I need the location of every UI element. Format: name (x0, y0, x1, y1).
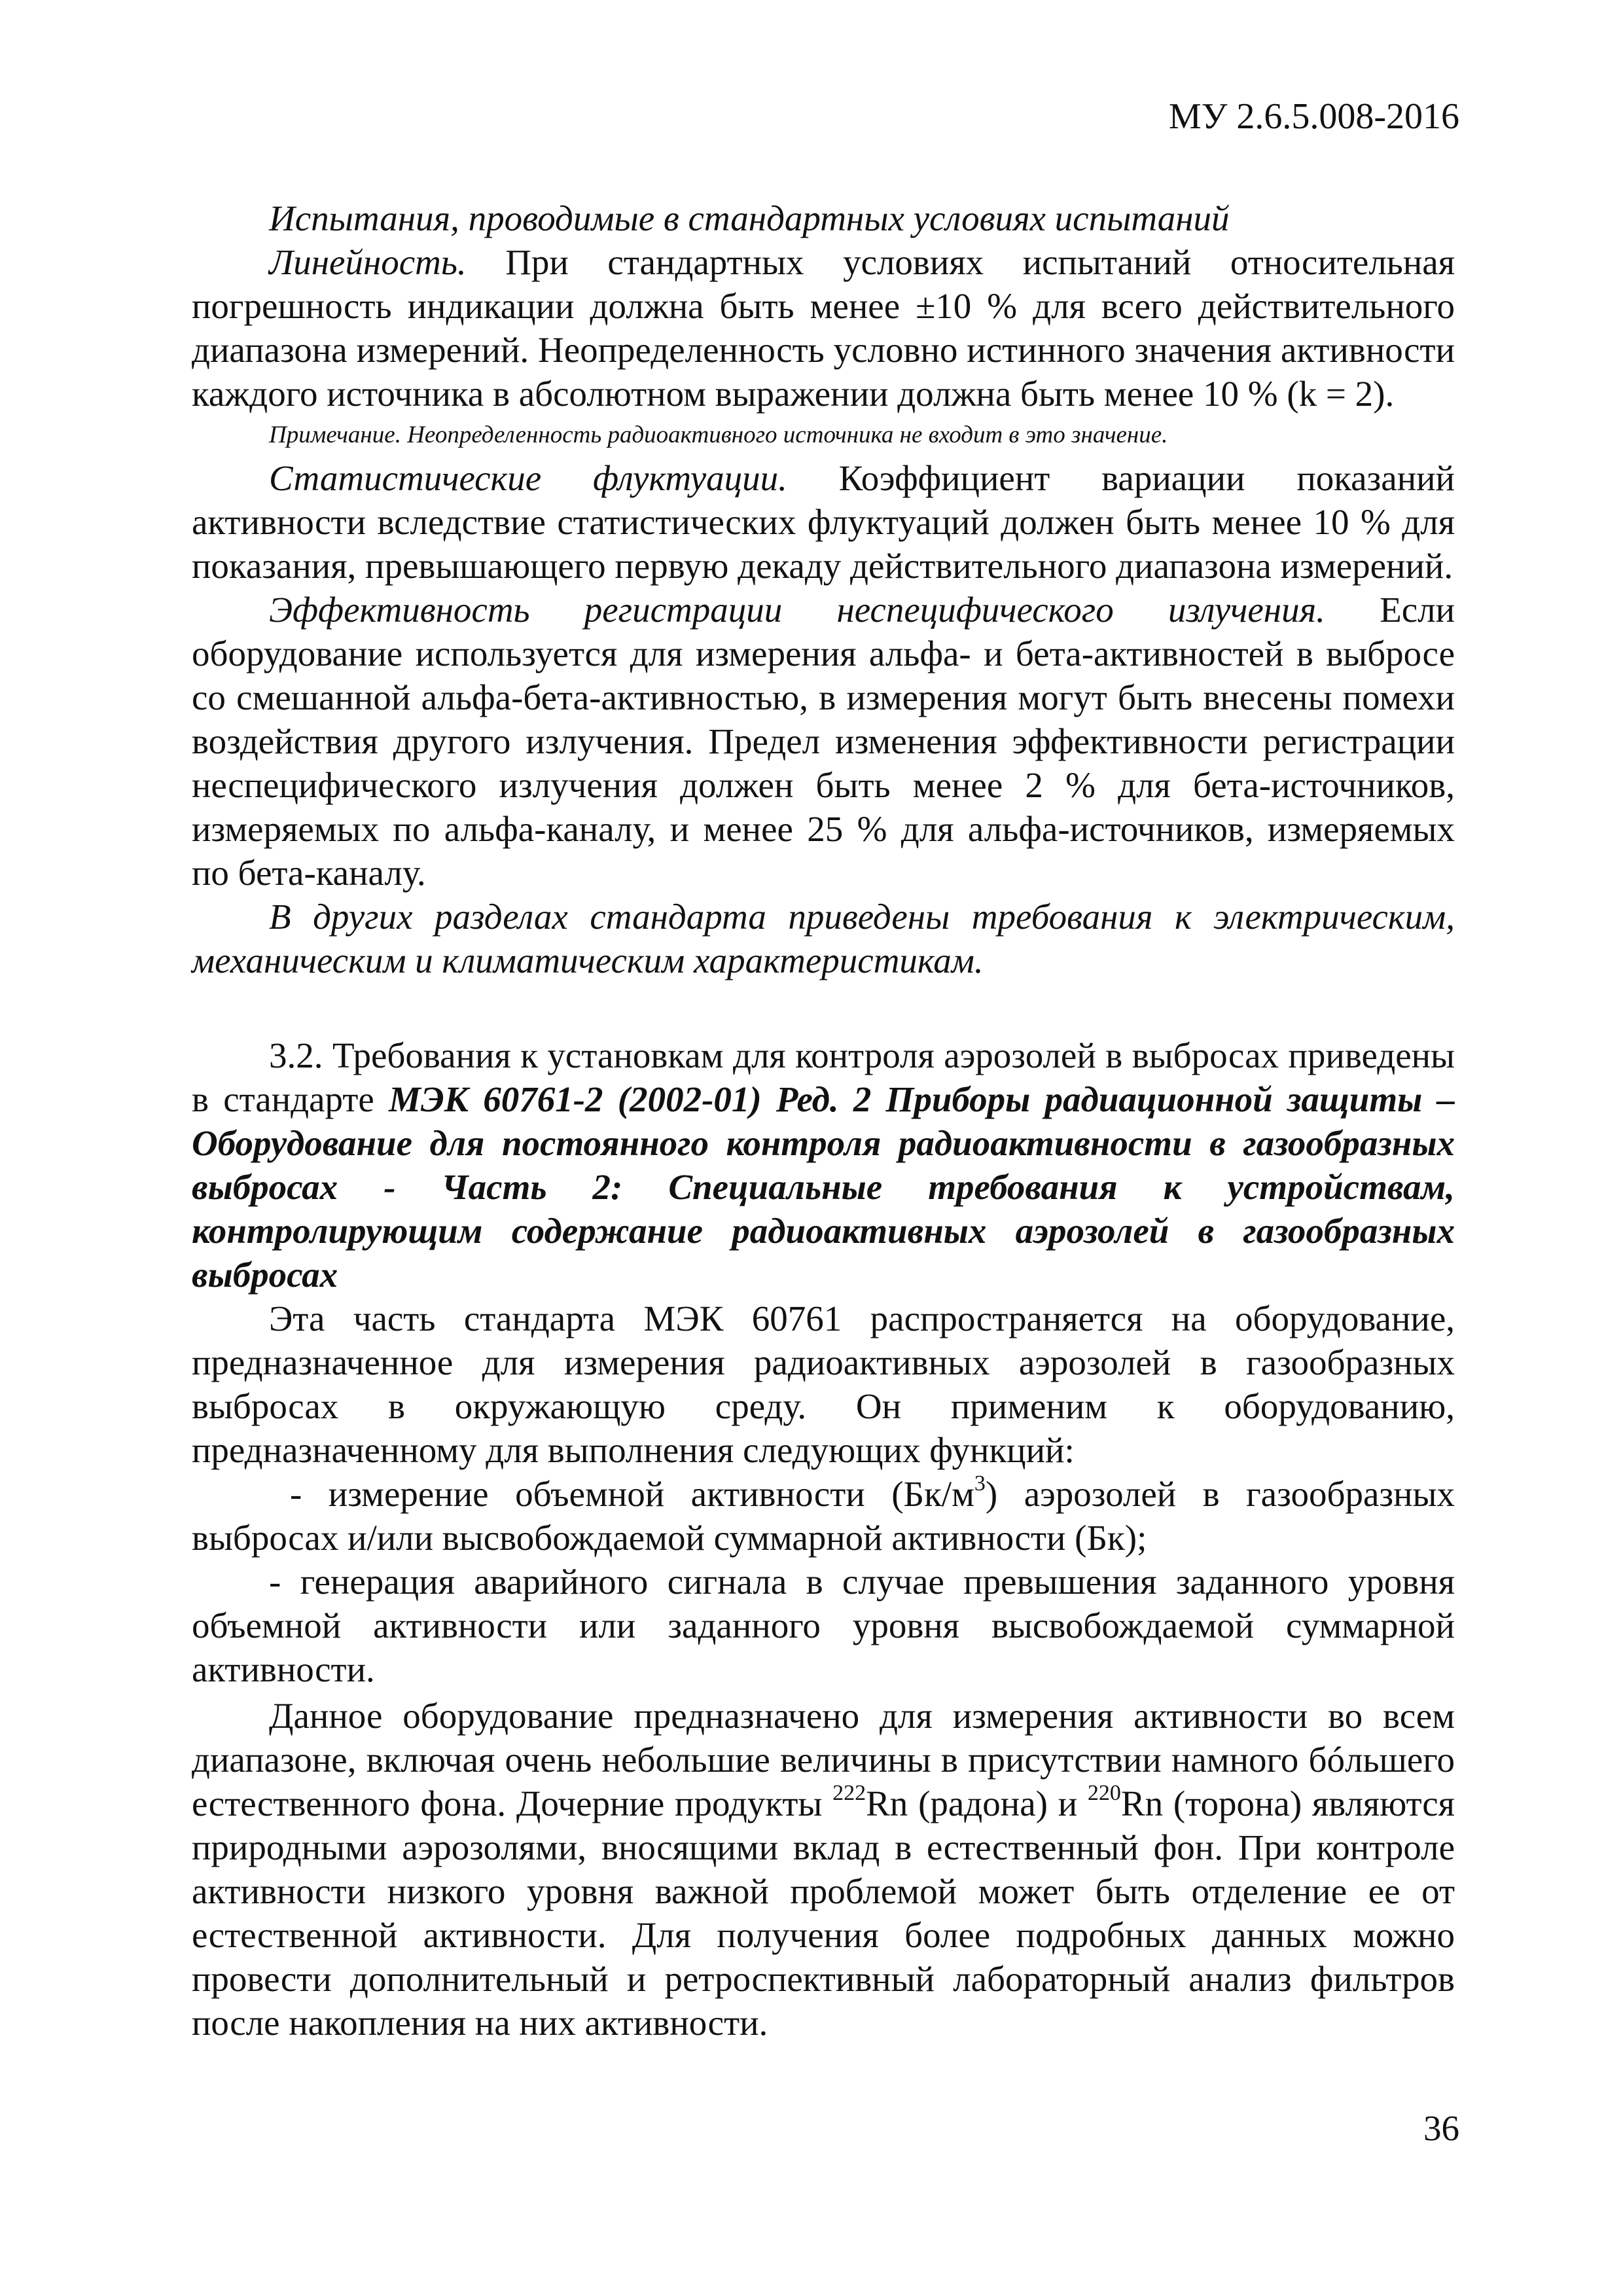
statistical-fluctuations-term: Статистические флуктуации. (269, 458, 787, 498)
linearity-paragraph (192, 240, 1455, 416)
standard-title: МЭК 60761-2 (2002-01) Ред. 2 Приборы радиационной защиты – Оборудование для постоянного контроля радиоактивности в газообразных выбросах - Часть 2: Специальные требования к устройствам, контролирующим содержание радиоактивных аэрозолей в газообразных выбросах (192, 1079, 1455, 1295)
equipment-text-part3: Rn (торона) являются природными аэрозолями, вносящими вклад в естественный фон. При контроле активности низкого уровня важной проблемой может быть отделение ее от естественной активности. Для получения более подробных данных можно провести дополнительный и ретроспективный лабораторный анализ фильтров после накопления на них активности. (192, 1784, 1455, 2043)
section-3-2-paragraph (192, 1033, 1455, 1297)
efficiency-term: Эффективность регистрации неспецифического излучения. (269, 590, 1325, 630)
function-item-measurement-text-before: - измерение объемной активности (Бк/м (290, 1474, 974, 1514)
test-conditions-heading: Испытания, проводимые в стандартных условиях испытаний (269, 198, 1230, 238)
cubic-superscript: 3 (974, 1471, 986, 1496)
equipment-text-part2: Rn (радона) и (866, 1784, 1088, 1823)
linearity-term: Линейность. (269, 242, 467, 282)
radon-isotope-superscript: 222 (832, 1781, 866, 1805)
function-item-alarm: - генерация аварийного сигнала в случае превышения заданного уровня объемной активности или заданного уровня высвобождаемой суммарной активности. (192, 1562, 1455, 1689)
section-spacer (192, 982, 1455, 1033)
efficiency-text: Если оборудование используется для измерения альфа- и бета-активностей в выбросе со смешанной альфа-бета-активностью, в измерения могут быть внесены помехи воздействия другого излучения. Предел изменения эффективности регистрации неспецифического излучения должен быть менее 2 % для бета-источников, измеряемых по альфа-каналу, и менее 25 % для альфа-источников, измеряемых по бета-каналу. (192, 590, 1455, 893)
equipment-text-part1: Данное оборудование предназначено для измерения активности во всем диапазоне, включая очень небольшие величины в присутствии намного бóльшего естественного фона. Дочерние продукты (192, 1696, 1455, 1823)
efficiency-paragraph (192, 588, 1455, 895)
section-3-2-intro: 3.2. Требования к установкам для контроля аэрозолей в выбросах приведены в стандарте (192, 1035, 1455, 1119)
note-text: Примечание. Неопределенность радиоактивного источника не входит в это значение. (269, 422, 1168, 448)
equipment-paragraph (192, 1694, 1455, 2045)
statistical-fluctuations-text: Коэффициент вариации показаний активности вследствие статистических флуктуаций должен быть менее 10 % для показания, превышающего первую декаду действительного диапазона измерений. (192, 458, 1455, 586)
function-item-measurement (192, 1472, 1455, 1560)
other-sections-paragraph: В других разделах стандарта приведены требования к электрическим, механическим и климатическим характеристикам. (192, 897, 1455, 980)
linearity-text: При стандартных условиях испытаний относительная погрешность индикации должна быть менее ±10 % для всего действительного диапазона измерений. Неопределенность условно истинного значения активности каждого источника в абсолютном выражении должна быть менее 10 % (k = 2). (192, 242, 1455, 414)
function-item-measurement-text-after: ) аэрозолей в газообразных выбросах и/или высвобождаемой суммарной активности (Бк); (192, 1474, 1455, 1558)
page-body (192, 196, 1455, 2045)
statistical-fluctuations-paragraph (192, 456, 1455, 588)
scope-paragraph: Эта часть стандарта МЭК 60761 распространяется на оборудование, предназначенное для измерения радиоактивных аэрозолей в газообразных выбросах в окружающую среду. Он применим к оборудованию, предназначенному для выполнения следующих функций: (192, 1299, 1455, 1470)
document-code: МУ 2.6.5.008-2016 (1168, 96, 1459, 137)
thoron-isotope-superscript: 220 (1087, 1781, 1121, 1805)
page-number: 36 (1423, 2108, 1459, 2148)
